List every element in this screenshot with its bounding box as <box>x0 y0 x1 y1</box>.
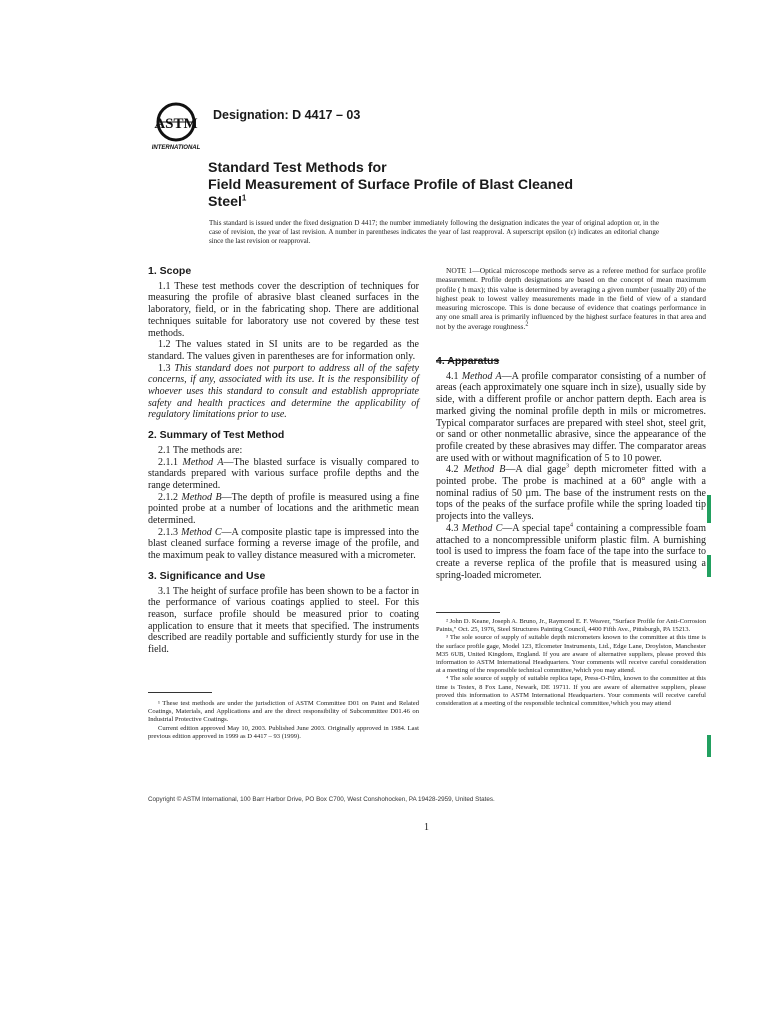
significance-heading: 3. Significance and Use <box>148 569 266 582</box>
apparatus-method-c-ref: 4 <box>569 522 573 529</box>
summary-method-b <box>148 492 419 527</box>
footnote-divider-right <box>436 612 500 613</box>
left-column <box>148 266 419 656</box>
apparatus-method-c-number: 4.3 <box>446 522 459 534</box>
footnote-1-edition: Current edition approved May 10, 2003. Published June 2003. Originally approved in 1984. Last previous edition approved in 1999 as D 4417 – 93 (1999). <box>148 724 419 740</box>
right-column <box>436 356 706 581</box>
summary-heading: 2. Summary of Test Method <box>148 429 285 442</box>
title-line-3-text: Steel <box>208 194 242 210</box>
edge-mark-3 <box>707 735 711 757</box>
page-number: 1 <box>424 822 429 833</box>
title-line-1: Standard Test Methods for <box>208 160 387 176</box>
title-line-3 <box>208 194 628 211</box>
note-1-text <box>436 266 706 331</box>
summary-method-c <box>148 527 419 562</box>
footnote-2: ² John D. Keane, Joseph A. Bruno, Jr., Raymond E. F. Weaver, "Surface Profile for Anti-Corrosion Paints," Oct. 25, 1976, Steel Structures Painting Council, 4400 Fifth Ave., Pittsburgh, PA 15213. <box>436 618 706 634</box>
apparatus-method-b <box>436 464 706 523</box>
footnote-3: ³ The sole source of supply of suitable depth micrometers known to the committee at this time is the surface profile gage, Model 123, Elcometer Instruments, Ltd., Edge Lane, Droylston, Manchester M35 6UB, United Kingdom, England. If you are aware of alternative suppliers, please proved this information to ASTM International Headquarters. Your comments will receive careful consideration at a meeting of the responsible technical committee,¹which you may attend. <box>436 634 706 675</box>
footnote-divider-left <box>148 692 212 693</box>
summary-method-c-name: Method C <box>181 526 222 538</box>
apparatus-method-b-name: Method B <box>463 464 506 476</box>
summary-method-c-text: —A composite plastic tape is impressed into the blast cleaned surface forming a reverse image of the profile, and the maximum peak to valley distance measured with a micrometer. <box>148 526 419 562</box>
issued-note: This standard is issued under the fixed designation D 4417; the number immediately following the designation indicates the year of original adoption or, in the case of revision, the year of last revision. A number in parentheses indicates the year of last reapproval. A superscript epsilon (ε) indicates an editorial change since the last revision or reapproval. <box>209 219 659 245</box>
apparatus-method-b-pre: —A dial gage <box>505 464 567 476</box>
summary-method-a <box>148 457 419 492</box>
summary-method-b-number: 2.1.2 <box>158 491 178 503</box>
scope-1-1: 1.1 These test methods cover the description of techniques for measuring the profile of abrasive blast cleaned surfaces in the laboratory, field, or in the fabricating shop. There are additional techniques suitable for laboratory use not covered by these test methods. <box>148 280 419 339</box>
footnote-4: ⁴ The sole source of supply of suitable replica tape, Press-O-Film, known to the committee at this time is Testex, 8 Fox Lane, Newark, DE 19711. If you are aware of alternative suppliers, please proved this information to ASTM International Headquarters. Your comments will receive careful consideration at a meeting of the responsible technical committee,¹which you may attend <box>436 675 706 708</box>
scope-heading: 1. Scope <box>148 265 192 277</box>
apparatus-heading <box>436 356 706 368</box>
apparatus-method-a-name: Method A <box>461 370 502 382</box>
summary-2-1: 2.1 The methods are: <box>158 444 243 456</box>
apparatus-method-b-ref: 3 <box>566 464 570 470</box>
scope-1-3-number: 1.3 <box>158 362 171 374</box>
summary-method-c-number: 2.1.3 <box>158 526 178 538</box>
right-footnotes <box>436 618 706 708</box>
summary-method-a-name: Method A <box>182 456 224 468</box>
apparatus-method-c <box>436 523 706 582</box>
summary-method-b-name: Method B <box>181 491 222 503</box>
scope-1-3 <box>148 363 419 422</box>
apparatus-method-b-text: depth micrometer fitted with a pointed probe. The probe is machined at a 60° angle with a nominal radius of 50 µm. The base of the instrument rests on the tops of the peaks of the surface profile while the spring loaded tip projects into the valleys. <box>436 464 707 523</box>
astm-logo <box>150 100 202 152</box>
note-1-body: NOTE 1—Optical microscope methods serve as a referee method for surface profile measurement. Profile depth designations are based on the concept of mean maximum profile ( h max); this value is determined by averaging a given number (usually 20) of the highest peak to lowest valley measurements made in the field of view of a standard measuring microscope. This is done because of evidence that coatings performance in any one small area is primarily influenced by the highest surface features in that area and not by the average roughness. <box>436 266 706 331</box>
scope-1-3-text: This standard does not purport to address all of the safety concerns, if any, associated with its use. It is the responsibility of whoever uses this standard to consult and establish appropriate safety and health practices and determine the applicability of regulatory limitations prior to use. <box>148 362 419 421</box>
summary-method-a-text: —The blasted surface is visually compared to standards prepared with various surface profile depths and the range determined. <box>148 456 419 491</box>
document-title <box>208 160 628 211</box>
edge-mark-1 <box>707 495 711 523</box>
svg-text:INTERNATIONAL: INTERNATIONAL <box>151 145 201 151</box>
apparatus-method-b-number: 4.2 <box>446 464 459 476</box>
apparatus-method-c-pre: —A special tape <box>502 522 570 534</box>
summary-method-b-text: —The depth of profile is measured using a fine pointed probe at a number of locations and the arithmetic mean determined. <box>148 491 420 527</box>
title-footnote-mark: 1 <box>241 193 247 203</box>
note-1-ref: 2 <box>525 321 529 328</box>
scope-1-2: 1.2 The values stated in SI units are to be regarded as the standard. The values given in parentheses are for information only. <box>148 339 419 362</box>
significance-3-1: 3.1 The height of surface profile has been shown to be a factor in the performance of various coatings applied to steel. For this reason, surface profile should be measured prior to coating application to ensure that it meets that specified. The instruments described are readily portable and sufficiently sturdy for use in the field. <box>148 585 419 656</box>
apparatus-method-c-name: Method C <box>461 522 503 534</box>
copyright: Copyright © ASTM International, 100 Barr Harbor Drive, PO Box C700, West Conshohocken, PA 19428-2959, United States. <box>148 796 495 803</box>
title-line-2: Field Measurement of Surface Profile of Blast Cleaned <box>208 177 574 193</box>
apparatus-heading-text: 4. Apparatus <box>436 355 500 367</box>
summary-method-a-number: 2.1.1 <box>158 456 178 468</box>
designation: Designation: D 4417 – 03 <box>213 108 361 122</box>
svg-text:ASTM: ASTM <box>154 116 198 132</box>
left-footnotes <box>148 700 419 741</box>
note-1 <box>436 266 706 331</box>
apparatus-method-c-text: containing a compressible foam attached to a noncompressible uniform plastic film. A burnishing tool is used to impress the foam face of the tape into the surface to create a reverse replica of the profile that is measured using a spring-loaded micrometer. <box>436 522 707 581</box>
apparatus-method-a-number: 4.1 <box>446 370 459 382</box>
astm-logo-icon <box>150 100 202 152</box>
footnote-1: ¹ These test methods are under the jurisdiction of ASTM Committee D01 on Paint and Related Coatings, Materials, and Applications and are the direct responsibility of Subcommittee D01.46 on Industrial Protective Coatings. <box>148 700 419 724</box>
apparatus-method-a <box>436 371 706 465</box>
edge-mark-2 <box>707 555 711 577</box>
apparatus-method-a-text: —A profile comparator consisting of a number of areas (each approximately one square inch in size), usually side by side, with a different profile or anchor pattern depth. Each area is marked giving the nominal profile depth in mils or micrometres. Typical comparator surfaces are prepared with steel shot, steel grit, or sand or other nonmetallic abrasive, since the appearance of the profile created by these abrasives may differ. The comparator areas are used with or without magnification of 5 to 10 power. <box>436 370 706 464</box>
